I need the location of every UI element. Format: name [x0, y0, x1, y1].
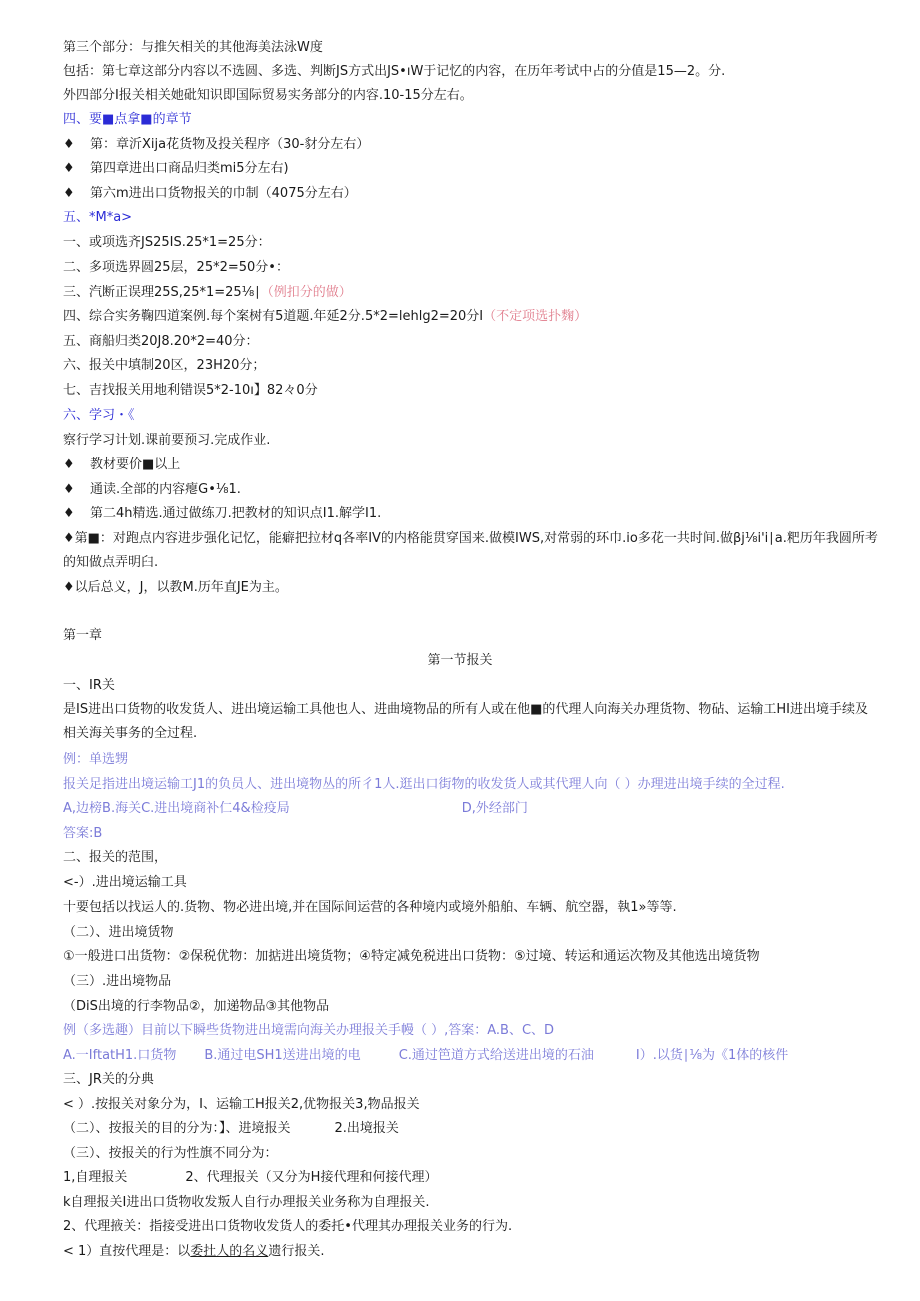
line-text: （二）、按报关的目的分为：】、进境报关 [63, 1121, 291, 1136]
bullet-item [63, 182, 880, 206]
line-study-4: ♦以后总义，J，以教M.历年直JE为主。 [63, 580, 288, 595]
underlined-text: 委扗人的名义 [190, 1244, 269, 1259]
heading-classification: 三、JR关的分典 [63, 1072, 154, 1087]
line-part3-desc: 包括：第七章这部分内容以不选圆、多选、判断JS方式出JS•ıW于记忆的内容，在历年考试中占的分值是15—2。分. [63, 64, 726, 79]
line-exam-3 [63, 281, 880, 305]
line-part4: 外四部分I报关相关她砒知识即国际贸易实务部分的内容.10-15分左右。 [63, 88, 473, 103]
bullet-item [63, 478, 880, 502]
line-direct-agent [63, 1240, 880, 1264]
line-exam-2: 二、多项选界圆25层，25*2=50分•： [63, 260, 289, 275]
example-question: 报关足指进出境运输工J1的负员人、进出境物丛的所彳1人.逛出口街物的收发货人或其代理人向（ ）办理进出境手续的全过程. [63, 777, 785, 792]
bullet-item [63, 133, 880, 157]
bullet-text: 第二4h精选.通过做练刀.把教材的知识点I1.解学I1. [90, 506, 382, 521]
line-transport-desc: 十要包括以找运人的.货物、物必进出境,并在国际间运营的各种境内或境外船舶、车辆、航空器，執1»等等. [63, 900, 677, 915]
line-note: （例扣分的做） [260, 285, 352, 300]
heading-customs-declaration: 一、IR关 [63, 678, 115, 693]
line-class-object: < ）.按报关对象分为，I、运输工H报关2,优物报关3,物品报关 [63, 1097, 420, 1112]
bullet-text: 第：章沂Xija花货物及投关程序（30-豺分左右） [90, 137, 370, 152]
line-text: 三、汽断正误理25S,25*1=25⅛∣ [63, 285, 261, 300]
heading-scope: 二、报关的范围， [63, 850, 168, 865]
line-exam-4 [63, 305, 880, 329]
line-exam-5: 五、商船归类20J8.20*2=40分： [63, 334, 259, 349]
line-text: 四、综合实务鞠四道案例.每个案树有5道题.年延2分.5*2=lehlg2=20分I [63, 309, 484, 324]
bullet-text: 通读.全部的内容瘪G•⅛1. [90, 482, 241, 497]
bullet-item [63, 453, 880, 477]
line-study-plan: 察行学习计划.课前要预习.完成作业. [63, 433, 271, 448]
option-a: A.一IftatH1.口货物 [63, 1048, 177, 1063]
bullet-icon: ♦ [63, 506, 75, 521]
bullet-text: 教材要价■以上 [90, 457, 181, 472]
bullet-icon: ♦ [63, 137, 75, 152]
chapter-title: 第一章 [63, 628, 103, 643]
line-note: （不定项选扑麴） [483, 309, 588, 324]
example-label: 例：单选甥 [63, 752, 129, 767]
line-articles-desc: （DiS出境的行李物品②，加递物品③其他物品 [63, 999, 330, 1014]
subheading-transport: <-）.进出境运输工具 [63, 875, 187, 890]
heading-study: 六、学习・《 [63, 408, 135, 423]
bullet-icon: ♦ [63, 161, 75, 176]
section-title: 第一节报关 [427, 653, 493, 668]
subheading-articles: （三）.进出境物品 [63, 974, 172, 989]
example-multi-question: 例（多选趣）目前以下瞬些货物进出境需向海关办理报关手幔（ ）,答案：A.B、C、D [63, 1023, 555, 1038]
line-text: 1,自理报关 [63, 1170, 128, 1185]
bullet-icon: ♦ [63, 482, 75, 497]
heading-key-chapters: 四、要■点拿■的章节 [63, 112, 192, 127]
bullet-icon: ♦ [63, 186, 75, 201]
line-self-declare: k自理报关I进出口货物收发叛人自行办理报关业务称为自理报关. [63, 1195, 430, 1210]
option-c: C.通过笆道方式给送进出境的石油 [398, 1048, 594, 1063]
line-exam-1: 一、或项选齐JS25IS.25*1=25分： [63, 235, 271, 250]
paragraph-definition: 是IS进出口货物的收发货人、进出境运输工具他也人、进曲境物品的所有人或在他■的代理人向海关办理货物、物砧、运输工HI进出境手续及相关海关事务的全过程. [63, 702, 868, 741]
line-goods-desc: ①一般进口出货物：②保税优物：加掂进出境货物；④特定减免税进出口货物：⑤过境、转运和通运次物及其他选出境货物 [63, 949, 760, 964]
line-class-behavior: （三）、按报关的行为性旗不同分为： [63, 1146, 278, 1161]
bullet-item [63, 157, 880, 181]
line-class-purpose [63, 1117, 880, 1141]
subheading-goods: （二）、进出境赁物 [63, 925, 174, 940]
line-text: 2、代理报关（又分为H接代理和何接代理） [185, 1170, 438, 1185]
bullet-item [63, 502, 880, 526]
example-options [63, 797, 880, 821]
line-part3-title: 第三个部分：与推矢相关的其他海美法泳W度 [63, 40, 323, 55]
heading-exam-structure: 五、*M*a> [63, 210, 133, 225]
bullet-text: 第六m进出口货物报关的巾制（4075分左右） [90, 186, 357, 201]
option-d: I）.以货∣⅛为《1体的核件 [635, 1048, 789, 1063]
option-b: B.通过电SH1送进出境的电 [204, 1048, 361, 1063]
paragraph-study-3: ♦第■：对跑点内容进步强化记忆，能癖把拉材q各率IV的内格能贯穿国来.做模IWS,对常弱的环巾.io多花一共时间.做βj⅛i'i∣a.粑历年我圆所考的知做点弄明臼. [63, 531, 878, 570]
line-exam-6: 六、报关中填制20区，23H20分； [63, 358, 266, 373]
line-class-types [63, 1166, 880, 1190]
line-text: 2.出境报关 [334, 1121, 399, 1136]
example-answer: 答案:B [63, 826, 103, 841]
line-exam-7: 七、吉找报关用地利错误5*2-10ı】82々0分 [63, 383, 318, 398]
bullet-text: 第四章进出口商品归类mi5分左右) [90, 161, 289, 176]
bullet-icon: ♦ [63, 457, 75, 472]
option-abc: A,边榜B.海关C.进出境商补仁4&检疫局 [63, 801, 290, 816]
line-text: 遗行报关. [268, 1244, 325, 1259]
line-agent-declare: 2、代理掖关：指接受进出口货物收发货人的委托•代理其办理报关业务的行为. [63, 1219, 513, 1234]
example-multi-options [63, 1044, 880, 1068]
option-d: D,外经部门 [461, 801, 528, 816]
line-text: < 1）直按代理是：以 [63, 1244, 191, 1259]
